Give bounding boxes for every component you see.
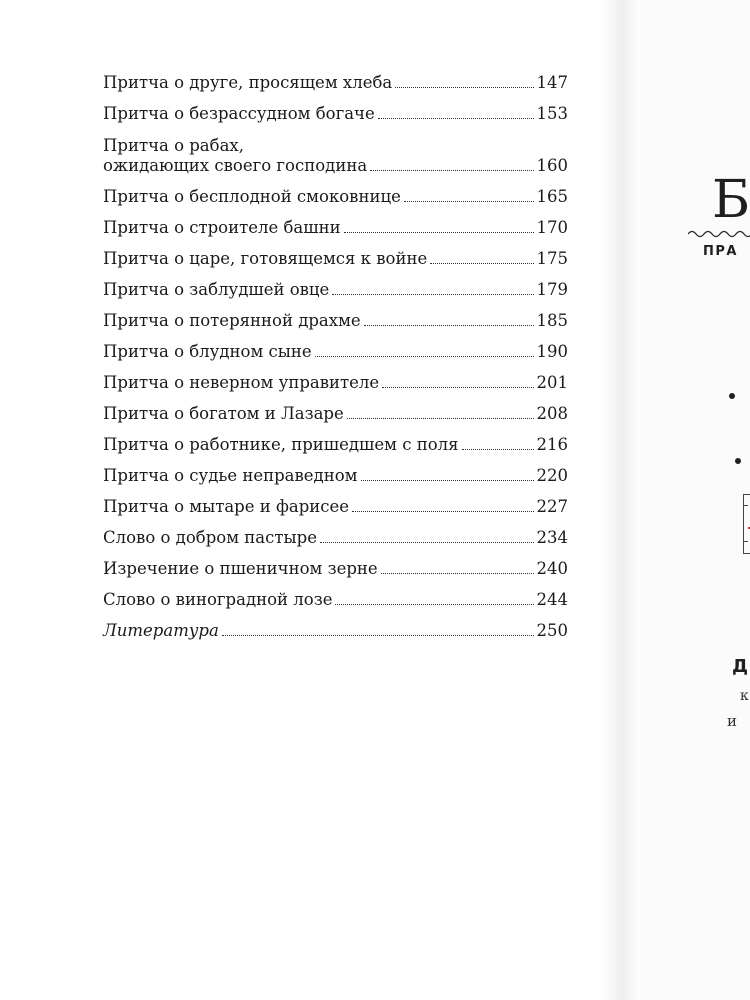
toc-entry-title: Слово о добром пастыре bbox=[103, 528, 317, 547]
toc-entry bbox=[103, 176, 568, 207]
toc-leader-dots bbox=[320, 542, 534, 543]
toc-leader-dots bbox=[381, 573, 534, 574]
right-page-text-fragment: и bbox=[727, 712, 737, 730]
toc-leader-dots bbox=[378, 118, 534, 119]
toc-leader-dots bbox=[315, 356, 534, 357]
toc-entry bbox=[103, 238, 568, 269]
bullet-dot-icon bbox=[729, 393, 735, 399]
toc-entry-page: 160 bbox=[536, 156, 568, 175]
toc-entry-page: 153 bbox=[536, 104, 568, 123]
toc-entry-title: Притча о потерянной драхме bbox=[103, 311, 361, 330]
toc-entry-page: 250 bbox=[536, 621, 568, 640]
table-of-contents bbox=[103, 62, 568, 641]
toc-entry bbox=[103, 207, 568, 238]
toc-entry bbox=[103, 300, 568, 331]
toc-entry-title: Притча о блудном сыне bbox=[103, 342, 312, 361]
toc-entry-title: Притча о работнике, пришедшем с поля bbox=[103, 435, 459, 454]
toc-entry-title: Притча о неверном управителе bbox=[103, 373, 380, 392]
toc-entry-title: Притча о строителе башни bbox=[103, 218, 341, 237]
toc-entry-title: Притча о друге, просящем хлеба bbox=[103, 73, 393, 92]
toc-entry-page: 147 bbox=[536, 73, 568, 92]
toc-leader-dots bbox=[462, 449, 534, 450]
toc-entry-page: 208 bbox=[536, 404, 568, 423]
toc-leader-dots bbox=[352, 511, 533, 512]
image-frame-fragment bbox=[743, 494, 750, 554]
toc-leader-dots bbox=[335, 604, 533, 605]
page-gutter-shadow bbox=[600, 0, 640, 1000]
toc-entry bbox=[103, 362, 568, 393]
toc-entry-page: 227 bbox=[536, 497, 568, 516]
toc-leader-dots bbox=[430, 263, 533, 264]
toc-entry-title: Притча о заблудшей овце bbox=[103, 280, 330, 299]
right-page-title-fragment: Б bbox=[712, 170, 750, 230]
toc-entry bbox=[103, 269, 568, 300]
toc-entry bbox=[103, 579, 568, 610]
toc-entry-page: 216 bbox=[536, 435, 568, 454]
toc-entry bbox=[103, 331, 568, 362]
toc-entry-title: Притча о богатом и Лазаре bbox=[103, 404, 344, 423]
toc-entry bbox=[103, 610, 568, 641]
toc-entry bbox=[103, 486, 568, 517]
toc-entry-page: 234 bbox=[536, 528, 568, 547]
toc-leader-dots bbox=[382, 387, 533, 388]
right-page-partial bbox=[640, 0, 750, 1000]
toc-entry bbox=[103, 424, 568, 455]
frame-tick bbox=[743, 541, 748, 542]
toc-entry-title: Притча о бесплодной смоковнице bbox=[103, 187, 401, 206]
toc-entry-title: ожидающих своего господина bbox=[103, 156, 368, 175]
wavy-ornament-icon bbox=[688, 228, 750, 240]
toc-entry-title: Притча о безрассудном богаче bbox=[103, 104, 375, 123]
toc-leader-dots bbox=[361, 480, 534, 481]
toc-entry-page: 179 bbox=[536, 280, 568, 299]
toc-entry-title: Литература bbox=[103, 621, 219, 640]
toc-entry-page: 170 bbox=[536, 218, 568, 237]
toc-entry-page: 244 bbox=[536, 590, 568, 609]
toc-entry bbox=[103, 393, 568, 424]
toc-entry-page: 165 bbox=[536, 187, 568, 206]
toc-entry bbox=[103, 62, 568, 93]
toc-entry-title: Слово о виноградной лозе bbox=[103, 590, 333, 609]
toc-leader-dots bbox=[347, 418, 534, 419]
toc-entry-page: 185 bbox=[536, 311, 568, 330]
toc-entry-page: 175 bbox=[536, 249, 568, 268]
toc-entry bbox=[103, 124, 568, 176]
toc-entry-title-line1: Притча о рабах, bbox=[103, 136, 244, 155]
right-page-heading-fragment: Д bbox=[732, 656, 749, 677]
toc-leader-dots bbox=[404, 201, 534, 202]
bullet-dot-icon bbox=[735, 458, 741, 464]
toc-entry-title: Притча о мытаре и фарисее bbox=[103, 497, 350, 516]
right-page-text-fragment: к bbox=[740, 688, 749, 704]
toc-entry-title: Притча о царе, готовящемся к войне bbox=[103, 249, 428, 268]
toc-entry-title: Изречение о пшеничном зерне bbox=[103, 559, 378, 578]
frame-tick bbox=[743, 505, 748, 506]
toc-entry bbox=[103, 455, 568, 486]
toc-leader-dots bbox=[344, 232, 534, 233]
right-page-subtitle-fragment: ПРА bbox=[703, 244, 738, 259]
toc-entry bbox=[103, 548, 568, 579]
toc-entry-page: 240 bbox=[536, 559, 568, 578]
toc-leader-dots bbox=[395, 87, 533, 88]
toc-leader-dots bbox=[222, 635, 534, 636]
toc-entry-page: 220 bbox=[536, 466, 568, 485]
toc-entry-page: 201 bbox=[536, 373, 568, 392]
toc-entry-title: Притча о судье неправедном bbox=[103, 466, 358, 485]
toc-entry bbox=[103, 517, 568, 548]
toc-entry bbox=[103, 93, 568, 124]
toc-leader-dots bbox=[364, 325, 534, 326]
toc-entry-page: 190 bbox=[536, 342, 568, 361]
toc-leader-dots bbox=[370, 170, 533, 171]
toc-leader-dots bbox=[332, 294, 533, 295]
